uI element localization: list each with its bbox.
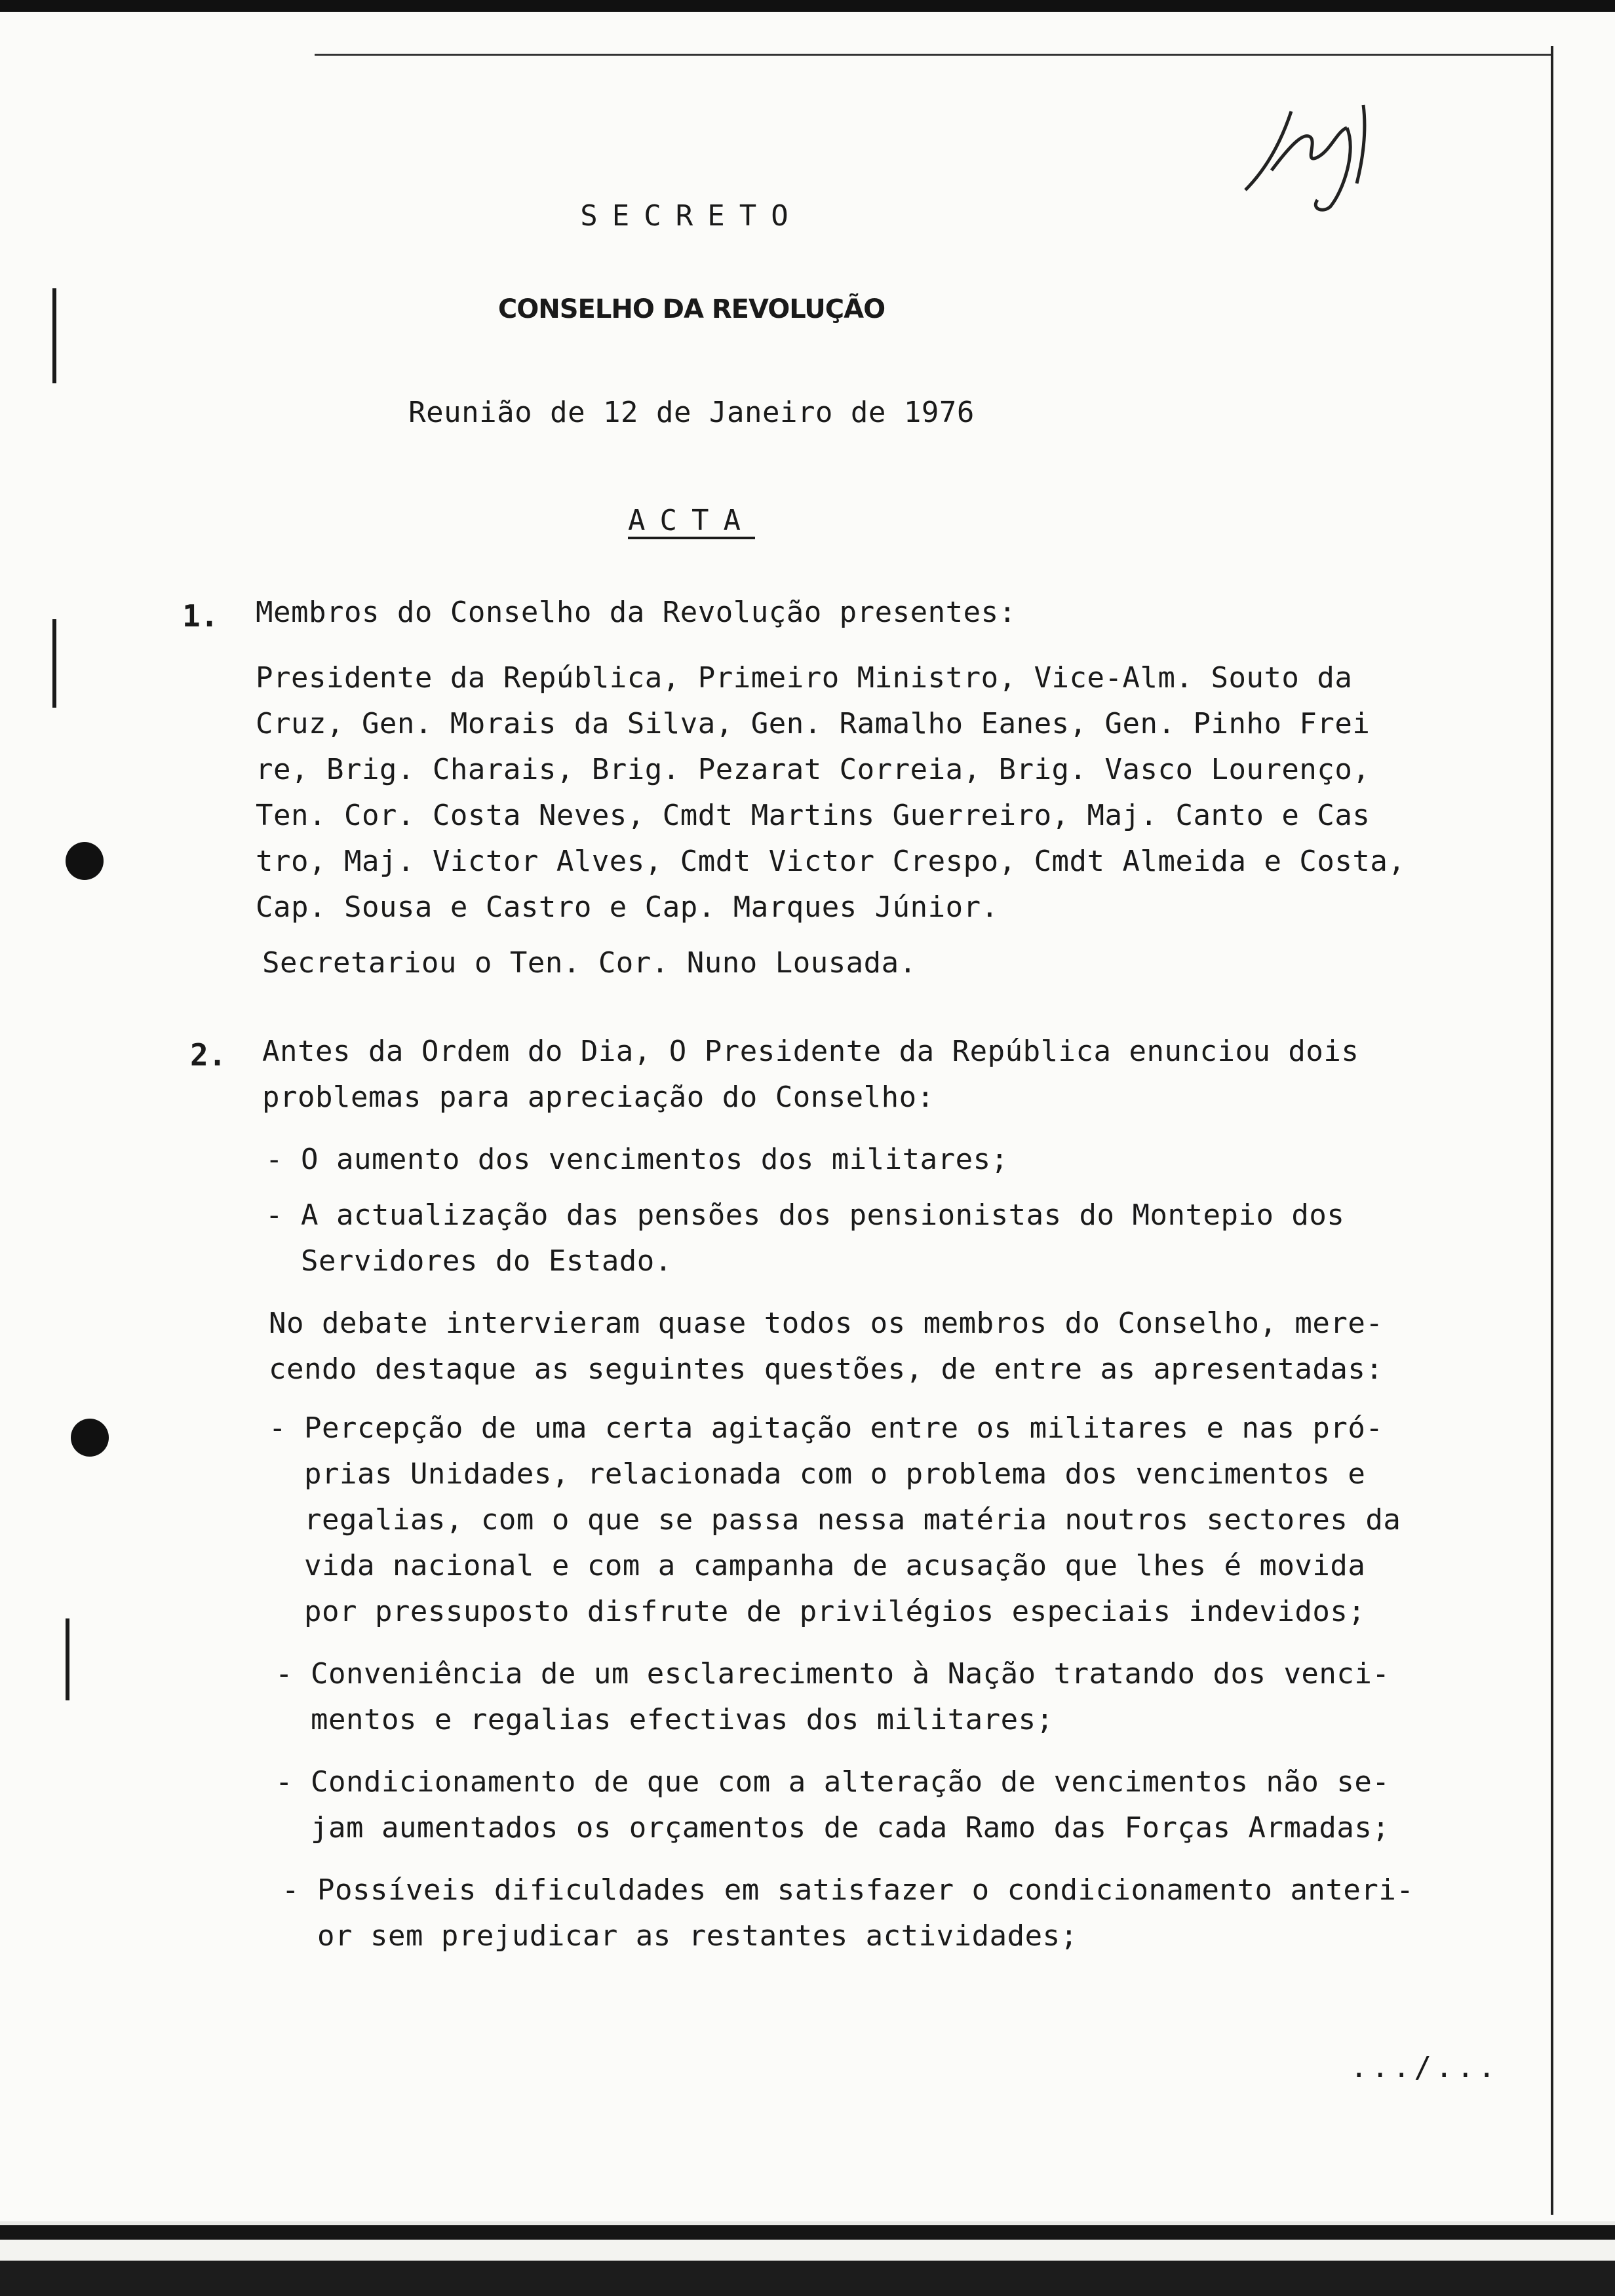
problem-item-continued: Servidores do Estado. — [265, 1244, 672, 1278]
question-item-continued: mentos e regalias efectivas dos militares; — [275, 1703, 1054, 1736]
question-item: - Conveniência de um esclarecimento à Nação tratando dos venci- — [275, 1657, 1390, 1691]
punch-hole — [66, 842, 104, 880]
debate-line: No debate intervieram quase todos os membros do Conselho, mere- — [269, 1307, 1384, 1340]
margin-mark — [52, 619, 56, 708]
intro-line: problemas para apreciação do Conselho: — [262, 1081, 935, 1114]
problem-item: - O aumento dos vencimentos dos militares; — [265, 1143, 1009, 1176]
classification: SECRETO — [580, 199, 803, 233]
punch-hole — [71, 1419, 109, 1457]
scan-top-edge — [0, 0, 1615, 12]
members-line: Presidente da República, Primeiro Ministro, Vice-Alm. Souto da — [256, 661, 1353, 695]
meeting-date: Reunião de 12 de Janeiro de 1976 — [408, 396, 975, 429]
debate-line: cendo destaque as seguintes questões, de entre as apresentadas: — [269, 1352, 1384, 1386]
members-line: tro, Maj. Victor Alves, Cmdt Victor Crespo, Cmdt Almeida e Costa, — [256, 845, 1406, 878]
members-line: Cap. Sousa e Castro e Cap. Marques Júnior. — [256, 890, 999, 924]
members-line: re, Brig. Charais, Brig. Pezarat Correia, Brig. Vasco Lourenço, — [256, 753, 1371, 786]
members-line: Cruz, Gen. Morais da Silva, Gen. Ramalho Eanes, Gen. Pinho Frei — [256, 707, 1371, 740]
problem-item: - A actualização das pensões dos pensionistas do Montepio dos — [265, 1198, 1345, 1232]
question-item-continued: jam aumentados os orçamentos de cada Ramo das Forças Armadas; — [275, 1811, 1390, 1845]
question-item-continued: vida nacional e com a campanha de acusação que lhes é movida — [269, 1549, 1366, 1582]
question-item: - Percepção de uma certa agitação entre os militares e nas pró- — [269, 1411, 1384, 1445]
question-item-continued: prias Unidades, relacionada com o problema dos vencimentos e — [269, 1457, 1366, 1491]
question-item-continued: regalias, com o que se passa nessa matéria noutros sectores da — [269, 1503, 1401, 1537]
question-item: - Condicionamento de que com a alteração de vencimentos não se- — [275, 1765, 1390, 1799]
continuation-mark: .../... — [1350, 2051, 1500, 2084]
secretary-line: Secretariou o Ten. Cor. Nuno Lousada. — [262, 946, 917, 980]
question-item-continued: por pressuposto disfrute de privilégios especiais indevidos; — [269, 1595, 1366, 1628]
scan-top-rule — [315, 54, 1553, 56]
intro-line: Antes da Ordem do Dia, O Presidente da República enunciou dois — [262, 1035, 1359, 1068]
margin-mark — [66, 1618, 69, 1700]
scan-bottom-edge — [0, 2221, 1615, 2296]
question-item: - Possíveis dificuldades em satisfazer o condicionamento anteri- — [282, 1873, 1414, 1907]
section-number: 1. — [182, 598, 219, 634]
members-line: Ten. Cor. Costa Neves, Cmdt Martins Guerreiro, Maj. Canto e Cas — [256, 799, 1371, 832]
document-type: ACTA — [628, 504, 755, 537]
scan-right-frame — [1551, 46, 1553, 2215]
issuing-body: CONSELHO DA REVOLUÇÃO — [497, 294, 885, 324]
section-title: Membros do Conselho da Revolução presentes: — [256, 596, 1017, 629]
section-number: 2. — [190, 1037, 227, 1073]
question-item-continued: or sem prejudicar as restantes actividades; — [282, 1919, 1078, 1953]
